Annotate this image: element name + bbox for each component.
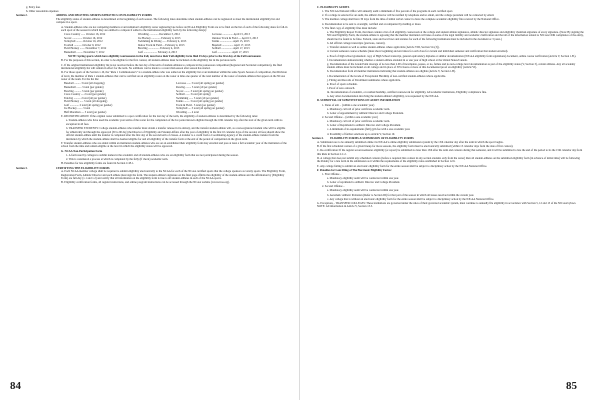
section-4-item: B. If the first scheduled contest of a given lineup for more seasons, the eligibility form must be electronically submitted (within 15 calendar days from the date of first contest).	[317, 145, 514, 148]
late-penalty-subitem: b. Letter of reprimand to Athletic Director and College President.	[327, 181, 401, 185]
spring-sports-note: NOTE: Spring sports which have eligibility tournaments in the Fall, must have their Fall eligibility form filed 45 days prior to the first day of the Fall tournament.	[68, 55, 262, 59]
audit-subitem: g. Documentation of the Grade Point Average of no less than 2.00 of incomplete, passes, or no, failure and no non-college level documentation as part of the eligibility status (V, Section 3), certain athletes. Any all academy student athlete must be included on all college and in place of 50% hours or more of this documented proof on eligibility (Article VI).	[327, 62, 576, 70]
sport-limit-cell: Softball ...... 3 total (all spring)	[176, 93, 211, 97]
substitution-item: 1. Dates of exit – (within a one academic year)	[322, 103, 375, 107]
audit-subitem: a. The Eligibility Report Form, that must contain a list of all eligibility coursework at the college and student athlete signatures, athletic director signature and eligibility chairman signature of every signature. (Note: By signing the NJCAA Eligibility Form, the student-athlete is agreeing that the member institution will take on some of the legal liability and academic clarification and that all of the information related to NJCAA CDR compliance of the entity, should not be found to be false. Federal, state and local laws and statutes for each of the following institutions must be included in the document or 3 years.)	[327, 30, 584, 41]
audit-subitem: h. Documentation from all member institutions indicating that student-athletes are eligible (Article V, Section 1.B).	[327, 70, 456, 74]
substitution-subitem: c. A minimum of in-requirements (full) gym fee with a one academic year.	[327, 128, 411, 132]
section-2-item-a: A. Student-athletes who are not competing members at an institution's eligibility roster registering late before an NCAA Eligibility Form are to be filed on the list of each of the following dates for fall-in each sport of the season in which they are entitled to compete if added to the institutional eligibility form by the following date(s):	[61, 25, 288, 33]
section-4-item: E. Any college failing to submit an electronic eligibility form for the entire season shall be subject to disciplinary action by the NJCAA National Office.	[317, 164, 488, 168]
audit-subitem: k. Proof of sports schedule.	[327, 82, 358, 86]
sport-limit-cell: Field Hockey ..... 3 total (all dropping)	[64, 100, 108, 104]
deadline-cell: Football ........... October 9, 2012	[64, 43, 101, 47]
substitution-item: 2. Second Offense – (within a one academic year)	[322, 116, 378, 120]
audit-item: 1. The NJCAA National Office will annually audit a minimum of five percent of the programs in each certified sport.	[322, 10, 454, 14]
late-penalty-subitem: c. Any college that is without an electronic eligibility form for the entire season shall be subject to disciplinary action by the NJCAA National Office.	[327, 197, 495, 201]
sport-limit-cell: Golf ............. 2 total (all spring per gender)	[64, 103, 113, 107]
deadline-cell: Bowling ................ February 4, 2013	[137, 47, 180, 51]
section-3-title: CERTIFYING THE ELIGIBILITY FORMS	[56, 166, 110, 170]
late-penalty-item: 1. First Offense –	[322, 172, 342, 176]
audit-subitem: m. Documentation of academic, or residual hardship, certified coursework for eligibility, All academic institutions, Eligibility compliance fine.	[327, 91, 487, 95]
audit-item: 3. The member college shall have 30 days from the time of initial verbal contact to have the complete academic eligibility file received by the National Office.	[322, 18, 500, 22]
sport-limit-cell: Baseball ......... 3 total (all dropping)	[64, 82, 105, 86]
deadline-cell: Golf .................... April 17, 2013	[211, 50, 249, 54]
section-4-title: ELIGIBILITY FORMS & SUBMISSION OF ELIGIBILITY FORMS	[330, 137, 414, 141]
deadline-table	[64, 33, 288, 54]
intro-item: g. Entry fees	[26, 6, 41, 9]
deadline-cell: Field Hockey ....... November 7, 2012	[64, 47, 107, 51]
sport-limit-cell: Rowing ........ 3 total (all per gender)	[176, 86, 217, 90]
deadline-cell: Baseball ................ April 17, 2013	[211, 43, 251, 47]
audit-subitem: i. Documentation of the Grade of Exceptional Hardship of non-certified student-athletes where applicable.	[327, 74, 446, 78]
audits-header: C. ELIGIBILITY AUDITS	[317, 6, 350, 9]
sport-limit-row	[64, 111, 288, 115]
audit-item: 2. If a college is selected for an audit, the athletic director will be notified by telephone and/or email, and the college president will be contacted by email.	[322, 14, 495, 18]
deadline-row	[64, 51, 288, 55]
audit-subitem: n. Any other documentation involving the student-athlete's eligibility, was requested by the NJCAA.	[327, 95, 440, 99]
section-2-item-g1: 1. A form used by colleges to submit names in the academic and all student-athletes who are on eligibility form that are not participated during the season.	[66, 153, 239, 157]
sport-limit-cell: Ice Hockey ....... 3 total	[64, 107, 91, 111]
audit-subitem: d. Current semester course schedule (must show beginning and end dates for each class for current and individual semester and verification that student enrolled).	[327, 50, 509, 54]
substitution-subitem: d. Possibility of further sanctions up to Article V, Section 19.	[327, 132, 396, 136]
section-4-item: A. Submission are to be annually submitted online via NJCAA's online eligibility submission system by the 15th calendar day after the term in which the sport begins.	[317, 140, 504, 144]
section-2-item-g2: 2. This is considered a process at which is completed by the fully (if check) academic term.	[66, 157, 169, 161]
section-2-item-e2: b. TRANSFER STUDENTS: College student-athletes who transfer must obtain a transfer release in its entirety, and the transfer student-athlete will, as a non-registered student who will be eligible for athletically aid through the approved (30 to 90 day) the Director of Eligibility and Student Affairs after the year of eligibility in the first 10 calendar days of the second, all fees should show the official student-athlete until the transfer is completed after the first day of the second term of classes. A transfer to a credit from a Coordinating Agency of the student-athlete transfer from the institution by which the student-athlete shall be deemed eligible for and all eligibility of the transfer form at the end of the period of competition in the given term.	[66, 127, 286, 141]
left-page-number: 84	[10, 380, 21, 392]
sport-limit-cell: Soccer ........ 3 total (all spring per gender)	[176, 89, 224, 93]
sport-limit-cell: Lacrosse ...... 3 total (all spring per gender)	[176, 82, 225, 86]
sport-limit-cell: Swimming ...... 3 total (all per gender)	[176, 96, 219, 100]
section-2-item-h: H. Penalties for late eligibility forms are found in Section 11.B.1.	[61, 161, 135, 165]
section-2-item-f: F. Transfer student-athletes who are added within an institution student-athletes who are on an established their eligibility form may enrolled and pass at least a full academic year of the institution of the school from the time and remain eligible at the level in which the eligibility status will be approved.	[61, 141, 287, 149]
deadline-cell: Soccer .............. October 16, 2012	[64, 36, 103, 40]
deadline-cell: Lacrosse ............... April 15, 2013	[211, 33, 250, 37]
substitution-subitem: a. Mandatory call roll of prior certificate academic term.	[327, 120, 391, 124]
audit-item: 5. The final copy of eligibility files must include:	[322, 26, 378, 30]
deadline-cell: Ice Hockey ............. February 4, 2013	[137, 36, 181, 40]
section-4-item: D. A college that does not submit any scheduled contests (before a required lists contest in any section students only from the roster) then all student-athletes on the submitted eligibility form (in advance of initial time) will be following the Penalty for a late form in the submission as it within the requirements of the eligibility rules established in Section 12.6.	[317, 156, 580, 164]
section-3-item-b: B. Eligibility certification forms, all regular instructions, and online program instructions can be accessed through the NCAA website (www.ncaa.org).	[61, 181, 230, 185]
sport-limit-cell: Track & Field . 3 total (per gender)	[176, 103, 216, 107]
section-2-item-c: C. If the original institutional eligibility list is not received before the last day of the term of student-athletes to compete in the postseason competition (Regional and Sectional competition), the filed institutional eligibility list will remain in effect for the term. No additions can be made to a roster mid-season after season has started.	[61, 63, 283, 71]
intro-item: h. Other reasonable expenses	[26, 9, 59, 13]
audit-subitem: f. Documentation demonstrating whether a student-athlete attended in or one year of high school at the United States/Canada.	[327, 58, 468, 62]
audit-subitem: j. Fitting and Records of Enrollment summaries where applicable.	[327, 78, 401, 82]
sport-limit-cell: Wrestling ..... 4 total	[176, 110, 199, 114]
section-2-item-b: B. For the purposes of this section, in order to be eligible for the first contest, all student-athletes must be included on the eligibility list in the previous term.	[61, 59, 237, 63]
substitution-subitem: a. Mandatory call roll of prior certificate academic term.	[327, 107, 391, 111]
deadline-cell: Volleyball ......... October 16, 2012	[64, 40, 103, 44]
sport-limits-table	[64, 82, 288, 114]
section-4-label: Section 4.	[312, 137, 324, 141]
section-3-item-a: A. Each NCAA member college shall be required to submit eligibility electronically to the NCAA for each of the NCAA certified sports that the college sponsors as varsity sports. The Eligibility Form, Registration Form, Athletic Director and each athlete must sign the form. The student-athlete's signature on the final page affirms the eligibility of the student-athlete and the affirmation by (Eligibility Form) are full-day (1.1 and 1.2) and certify that all information on the eligibility form is true to all student-athletes in each of the NCAA sports.	[61, 170, 286, 181]
deadline-cell: Golf ................... February 4, 2013	[137, 50, 177, 54]
section-3	[16, 167, 288, 185]
section-2-item-d: D. For those sports of the Section 1.10, the "Rule 1 Commissioner's" is a student-athlete who was added on the eligibility list at an institution within the same Sports Season of competition, that Division of level, the member of Rule 1 student-athletes that can be certified on an eligibility roster on the roster at time one quarter of the total number of the roster of student-athletes that appear on the NCAA roster of the team. For the list the:	[61, 71, 287, 82]
deadline-cell: Swimming & Diving ...... February 4, 2013	[137, 40, 187, 44]
section-2-intro: The eligibility status of student-athletes is determined at the beginning of each season. The following dates determine when student-athletes can be registered to meet the institutional eligibility list and compete in a sport.	[56, 17, 280, 25]
deadline-cell: Outdoor Track & Field .... April 15, 2013	[211, 36, 258, 40]
late-penalty-subitem: a. Mandatory eligibility audit will be conducted within one year.	[327, 176, 400, 180]
sport-limit-cell: Tennis ........ 3 total (all spring per gender)	[176, 100, 224, 104]
section-4-item: C. Re-certification: If the regular second-semester eligibility (or report) be submitted no later than 15th after the term and contests during that semester, and it will be submitted to late the end of the period to its the 15th calendar day from this Rule in Section 2.C.2.	[317, 149, 583, 156]
deadline-cell: Wrestling ............. December 3, 2012	[137, 33, 180, 37]
section-2-item-e1: a. Student-athletes who have used the academic year terms of the roster for the completion of the Ice period known eligible through the 10th calendar day after the start of the given term with no exception in all fees.	[66, 119, 283, 126]
section-2-label: Section 2.	[16, 14, 28, 18]
exceptions-item: G. Exceptions – TRANSFER COLLEGES: These institutions are governed under the rules of their governed academic system, must continue to annually file eligibility in accordance with Section 5, 12 and 13 of the NJCAA bylaws. NOTE: All information in Article V, Section 13.5.	[317, 201, 577, 209]
section-2-title: ADDING AND DELETING SPORTS/ATHLETICS ON ELIGIBILITY FORMS	[56, 14, 152, 18]
deadline-cell: Cross Country ...... October 16, 2012	[64, 33, 106, 37]
audit-subitem: e. Proof of high school graduation: copy of High School transcript, general equivalency diploma or similar documentation (NJCAA eligibility form regulations) document, online course verification (Article V, Section 1.B.).	[327, 54, 577, 58]
audit-subitem: c. Transfer student as well as online student-athletes where applicable (Article VIII, Section 5.b.(3)).	[327, 46, 440, 50]
audit-item: 4. Documentation to be sent to oversight, certified and accompanied by mailing or more.	[322, 22, 422, 26]
substitutions-header: D. SUBMITTAL OF SUBSTITUTIONS ON AUDIT INFORMATION	[317, 99, 401, 103]
sport-limit-cell: Cross Country .... 2 total (per gender)	[64, 93, 106, 97]
late-penalty-subitem: a. Mandatory eligibility audit will be conducted within one year.	[327, 189, 400, 193]
section-2-item-e: E. RECERTIFICATION: If the original roster submitted is a spot certification for the last day of the term, the eligibility of student-athletes is determined by the following rules:	[61, 115, 259, 119]
sport-limit-cell: Half Marathon .... 3 total (per gender)	[64, 110, 107, 114]
late-penalty-item: 2. Second Offense –	[322, 185, 345, 189]
right-page-number: 85	[566, 380, 577, 392]
deadline-cell: Basketball ......... November 7, 2012	[64, 50, 105, 54]
sport-limit-cell: Volleyball .... 3 total (all spring per gender)	[176, 107, 225, 111]
late-penalties-header: F. Penalties for Late Filing of The Electronic Eligibility Forms:	[317, 168, 392, 172]
substitution-subitem: b. Letter of Reprimand to Athletic Director and College President.	[327, 124, 402, 128]
section-3-label: Section 3.	[16, 166, 28, 170]
section-4	[312, 137, 584, 168]
sport-limit-cell: Basketball ....... 3 total (per gender)	[64, 86, 104, 90]
deadline-cell: Indoor Track & Field ... February 4, 2013	[137, 43, 185, 47]
section-2-item-g: G. NCAA Non-Participation Form	[61, 149, 103, 153]
section-2	[16, 14, 288, 165]
right-page	[312, 6, 584, 390]
audit-subitem: b. All official college transcripts (previous, current).	[327, 42, 386, 46]
audit-subitem: l. Proof of zero outreach.	[327, 87, 355, 91]
left-page	[16, 6, 288, 390]
deadline-cell: Tennis .................. April 15, 2013	[211, 40, 250, 44]
sport-limit-cell: Fencing .......... 2 total (all per gender)	[64, 96, 107, 100]
deadline-cell: Softball ................ April 17, 2013	[211, 47, 250, 51]
substitution-subitem: b. Letter of Appointment by Athletic Director and College President.	[327, 111, 404, 115]
page-gutter	[299, 0, 300, 400]
sport-limit-cell: Bowling .......... 3 total (per gender)	[64, 89, 104, 93]
late-penalty-subitem: b. Automatic Athletic Probation (Refer to Section III) for that part of the season in which all issues resolved within the current year.	[327, 193, 475, 197]
